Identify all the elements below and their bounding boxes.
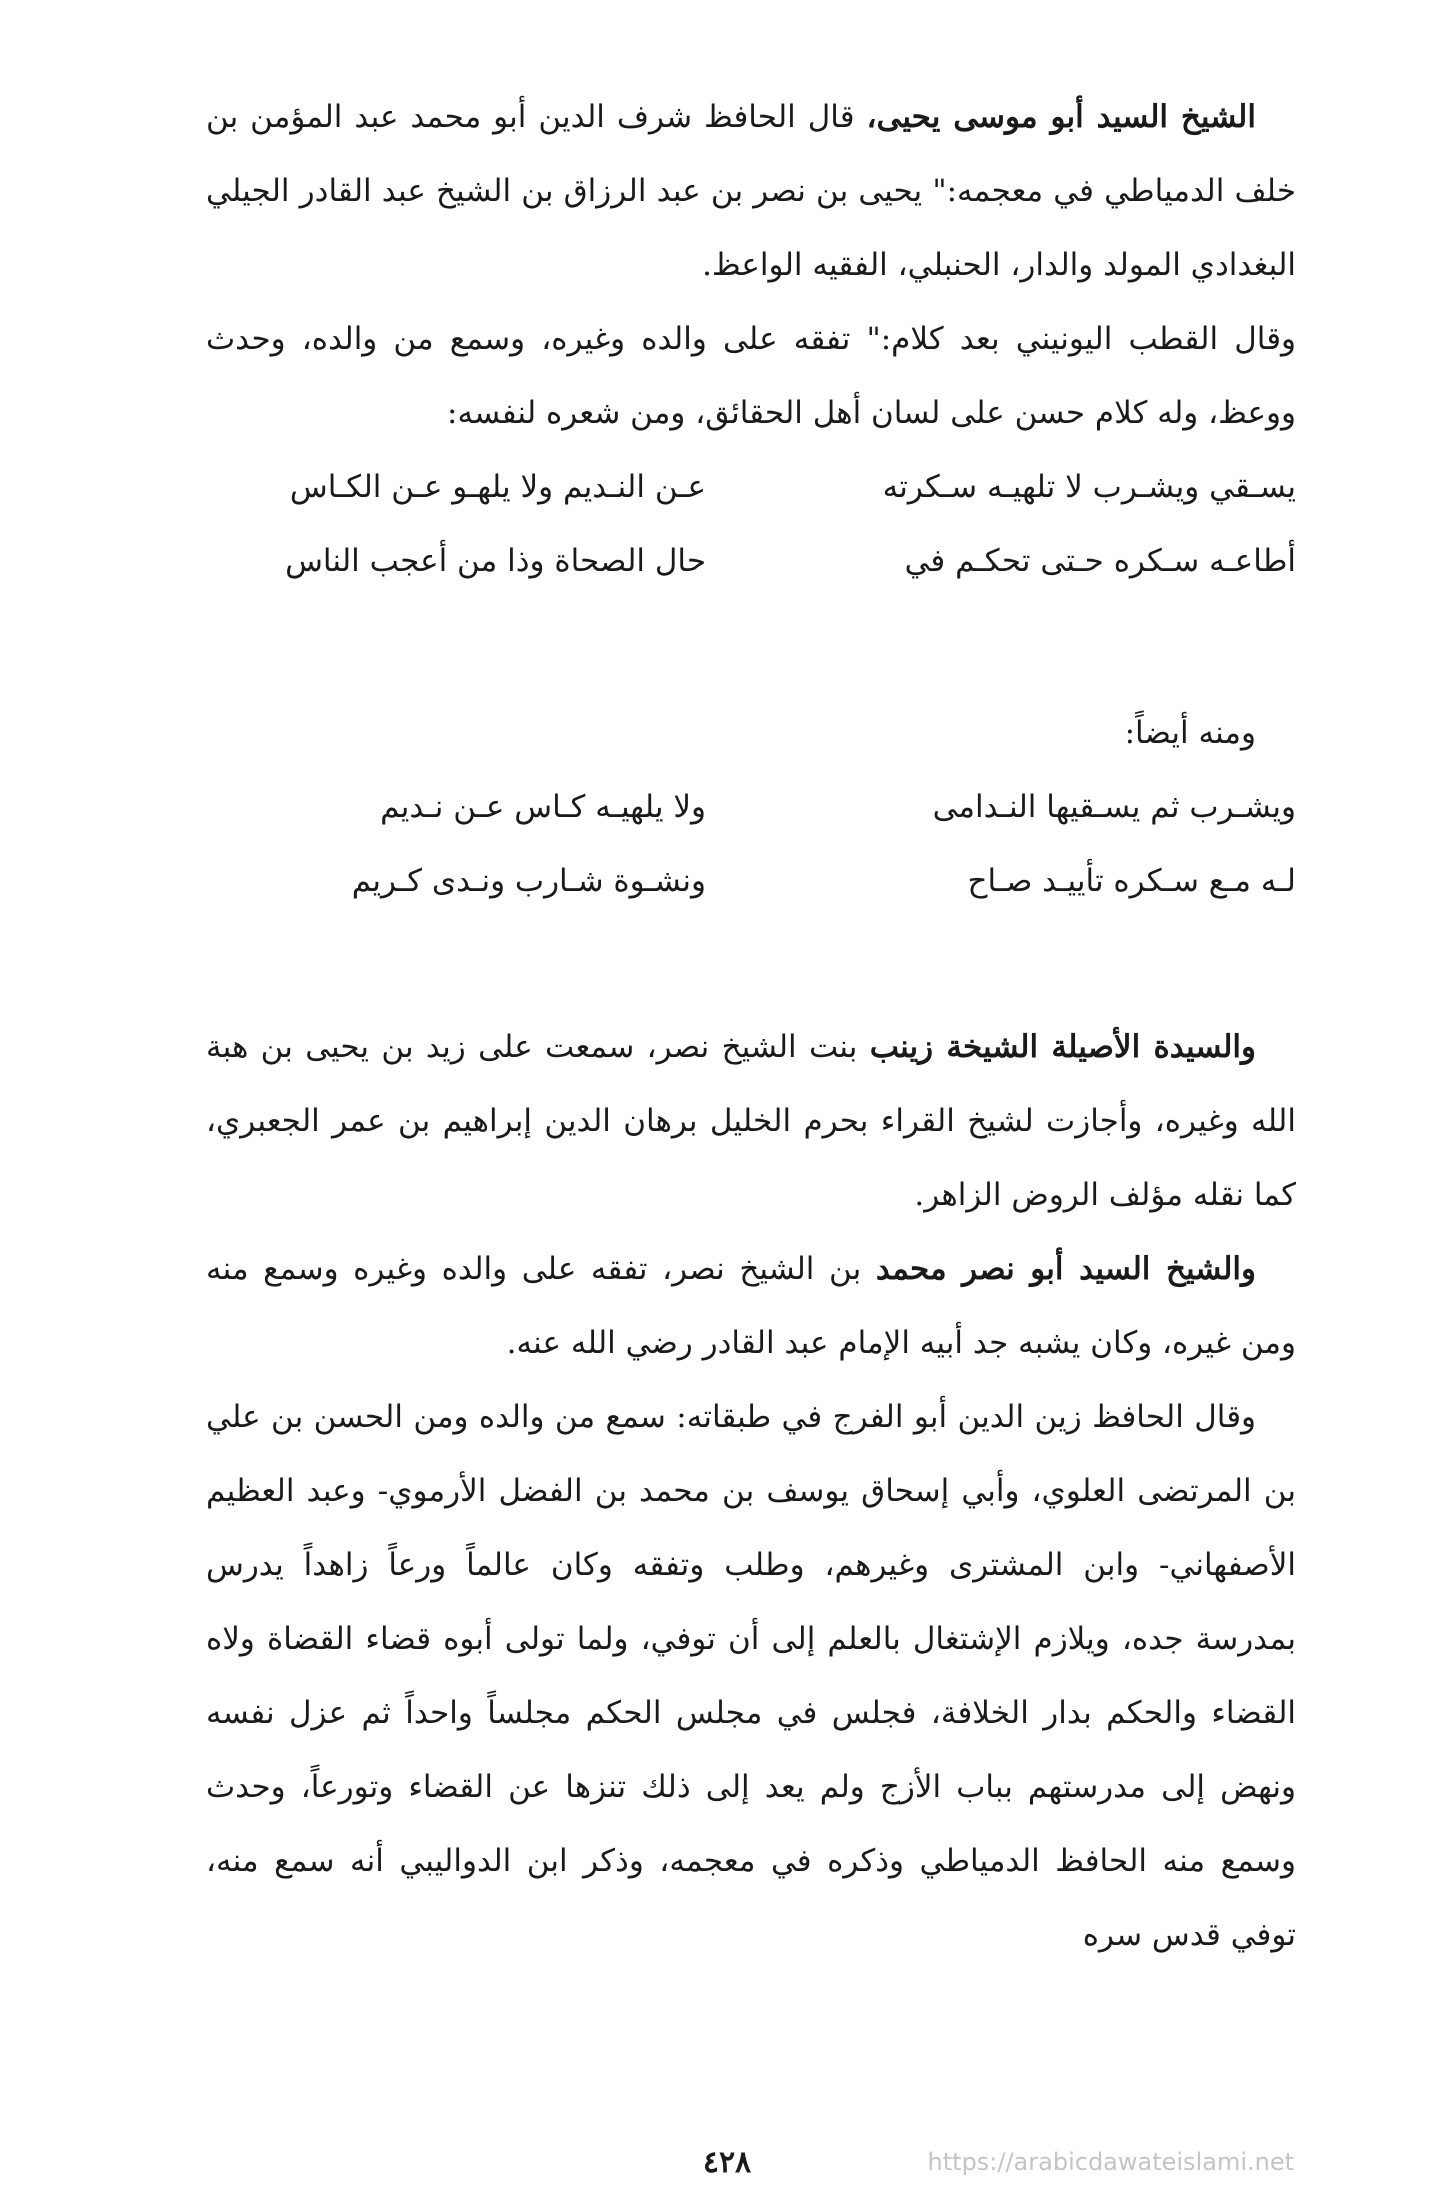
page-number: ٤٢٨	[702, 2145, 752, 2180]
poem-verse	[206, 770, 1296, 844]
hemistich-second: ونشـوة شـارب ونـدى كـريم	[351, 863, 706, 899]
text-zaynab: بنت الشيخ نصر، سمعت على زيد بن يحيى بن هبة الله وغيره، وأجازت لشيخ القراء بحرم الخليل برهان الدين إبراهيم بن عمر الجعبري، كما نقله مؤلف الروض الزاهر.	[206, 1029, 1296, 1213]
paragraph-abu-nasr	[206, 1232, 1296, 1380]
paragraph-zayn-al-din: وقال الحافظ زين الدين أبو الفرج في طبقاته: سمع من والده ومن الحسن بن علي بن المرتضى العلوي، وأبي إسحاق يوسف بن محمد بن الفضل الأرموي- وعبد العظيم الأصفهاني- وابن المشترى وغيرهم، وطلب وتفقه وكان عالماً ورعاً زاهداً يدرس بمدرسة جده، ويلازم الإشتغال بالعلم إلى أن توفي، ولما تولى أبوه قضاء القضاة ولاه القضاء والحكم بدار الخلافة، فجلس في مجلس الحكم مجلساً واحداً ثم عزل نفسه ونهض إلى مدرستهم بباب الأزج ولم يعد إلى ذلك تنزها عن القضاء وتورعاً، وحدث وسمع منه الحافظ الدمياطي وذكره في معجمه، وذكر ابن الدواليبي أنه سمع منه، توفي قدس سره	[206, 1399, 1296, 1953]
text-yahya: قال الحافظ شرف الدين أبو محمد عبد المؤمن بن خلف الدمياطي في معجمه:" يحيى بن نصر بن عبد الرزاق بن الشيخ عبد القادر الجيلي البغدادي المولد والدار، الحنبلي، الفقيه الواعظ.	[206, 99, 1296, 283]
also-label: ومنه أيضاً:	[1124, 715, 1256, 751]
hemistich-second: عـن النـديم ولا يلهـو عـن الكـاس	[289, 469, 706, 505]
spacer	[206, 918, 1296, 1010]
poem-verse	[206, 524, 1296, 598]
paragraph-yahya	[206, 80, 1296, 302]
spacer	[206, 598, 1296, 696]
watermark-url: https://arabicdawateislami.net	[927, 2148, 1294, 2176]
hemistich-first: لـه مـع سـكره تأييـد صـاح	[967, 863, 1296, 899]
poem-verse	[206, 844, 1296, 918]
paragraph-yunini: وقال القطب اليونيني بعد كلام:" تفقه على والده وغيره، وسمع من والده، وحدث ووعظ، وله كلام حسن على لسان أهل الحقائق، ومن شعره لنفسه:	[206, 321, 1296, 431]
hemistich-first: يسـقي ويشـرب لا تلهيـه سـكرته	[882, 469, 1296, 505]
name-yahya: الشيخ السيد أبو موسى يحيى،	[866, 99, 1256, 135]
poem-1	[206, 450, 1296, 598]
text-abu-nasr: بن الشيخ نصر، تفقه على والده وغيره وسمع منه ومن غيره، وكان يشبه جد أبيه الإمام عبد القادر رضي الله عنه.	[206, 1251, 1296, 1361]
paragraph-zaynab	[206, 1010, 1296, 1232]
name-zaynab: والسيدة الأصيلة الشيخة زينب	[869, 1029, 1256, 1065]
poem-2	[206, 770, 1296, 918]
poem-verse	[206, 450, 1296, 524]
hemistich-second: حال الصحاة وذا من أعجب الناس	[285, 543, 706, 579]
hemistich-first: أطاعـه سـكره حـتى تحكـم في	[904, 543, 1296, 579]
hemistich-first: ويشـرب ثم يسـقيها النـدامى	[932, 789, 1296, 825]
hemistich-second: ولا يلهيـه كـاس عـن نـديم	[380, 789, 706, 825]
name-abu-nasr: والشيخ السيد أبو نصر محمد	[875, 1251, 1256, 1287]
page-body	[206, 80, 1296, 1972]
